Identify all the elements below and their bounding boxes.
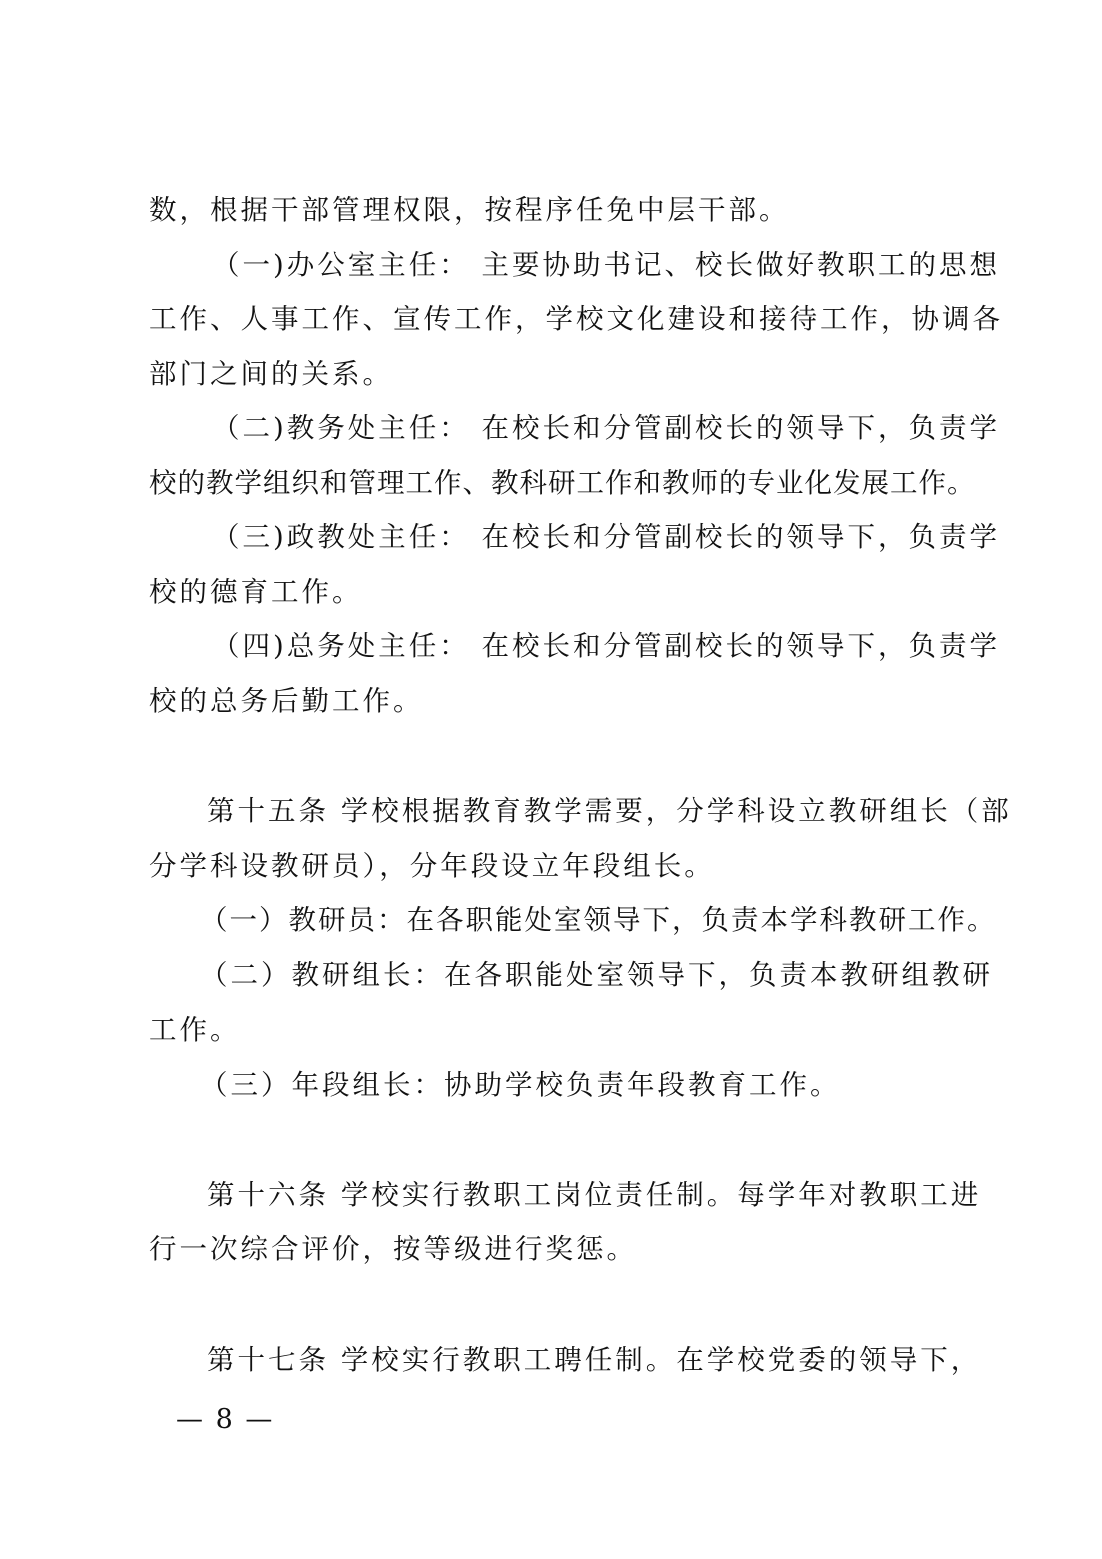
text-line: 第十七条 学校实行教职工聘任制。在学校党委的领导下， xyxy=(207,1344,982,1376)
text-line: 校的德育工作。 xyxy=(149,576,363,608)
text-line: （一）教研员：在各职能处室领导下，负责本学科教研工作。 xyxy=(200,904,997,936)
text-line: 第十五条 学校根据教育教学需要，分学科设立教研组长（部 xyxy=(207,795,1012,827)
text-line: 行一次综合评价，按等级进行奖惩。 xyxy=(149,1233,637,1265)
text-line: （三)政教处主任： 在校长和分管副校长的领导下，负责学 xyxy=(212,521,1000,553)
text-line: （一)办公室主任： 主要协助书记、校长做好教职工的思想 xyxy=(212,249,1000,281)
text-line: 校的总务后勤工作。 xyxy=(149,685,424,717)
text-line: 部门之间的关系。 xyxy=(149,358,393,390)
text-line: 第十六条 学校实行教职工岗位责任制。每学年对教职工进 xyxy=(207,1179,982,1211)
text-line: （二)教务处主任： 在校长和分管副校长的领导下，负责学 xyxy=(212,412,1000,444)
text-line: （三）年段组长：协助学校负责年段教育工作。 xyxy=(200,1069,841,1101)
text-line: 校的教学组织和管理工作、教科研工作和教师的专业化发展工作。 xyxy=(149,467,976,499)
text-line: （二）教研组长：在各职能处室领导下，负责本教研组教研 xyxy=(200,959,993,991)
text-line: （四)总务处主任： 在校长和分管副校长的领导下，负责学 xyxy=(212,630,1000,662)
text-line: 工作。 xyxy=(149,1014,241,1046)
page-number: — 8 — xyxy=(176,1404,275,1435)
text-line: 工作、人事工作、宣传工作，学校文化建设和接待工作，协调各 xyxy=(149,303,1003,335)
text-line: 分学科设教研员），分年段设立年段组长。 xyxy=(149,850,715,882)
text-line: 数，根据干部管理权限，按程序任免中层干部。 xyxy=(149,194,790,226)
